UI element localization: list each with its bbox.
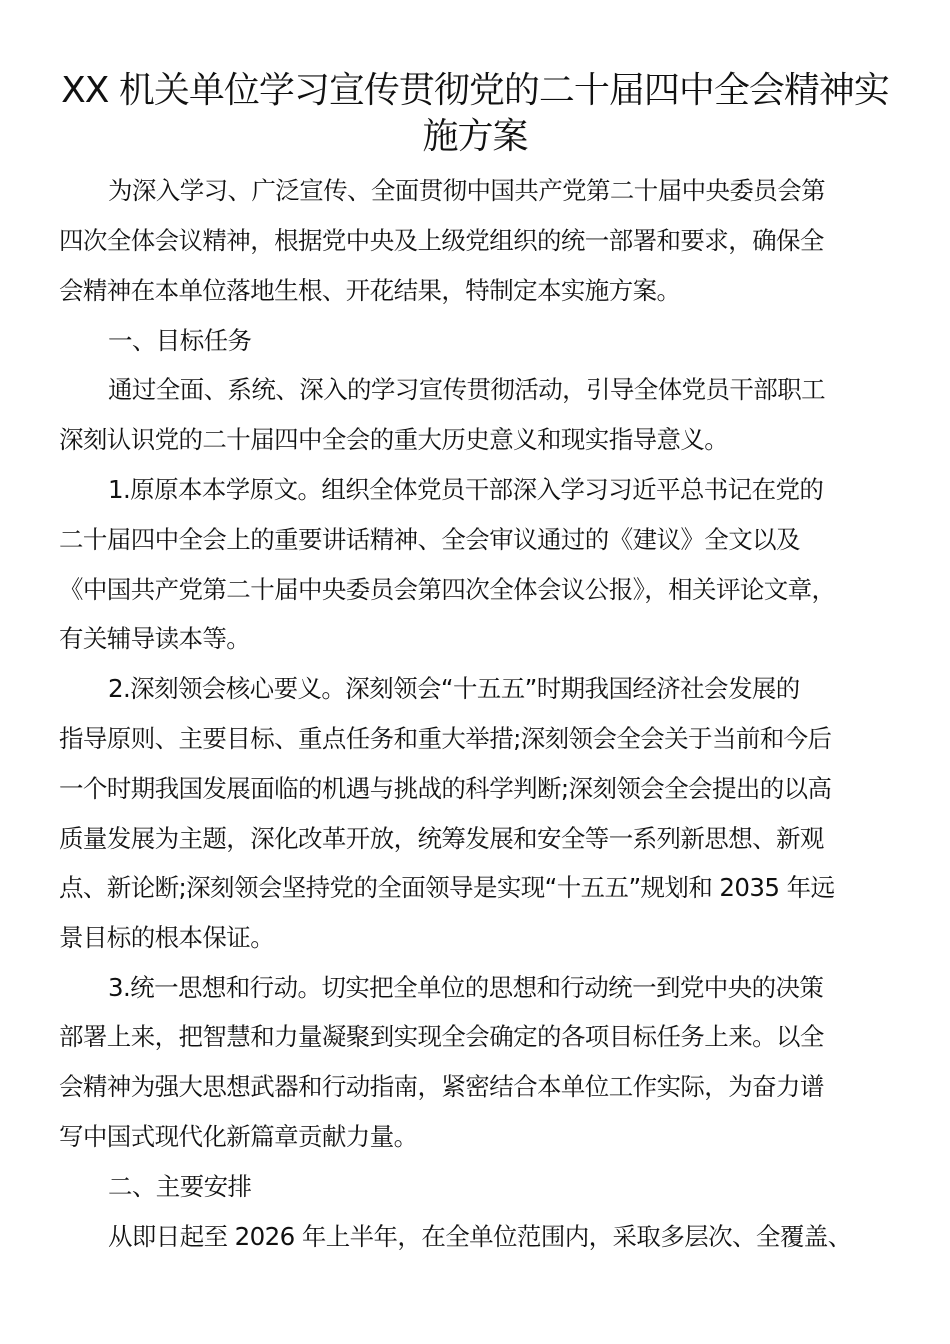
paragraph-line: 从即日起至 2026 年上半年，在全单位范围内，采取多层次、全覆盖、 [108,1222,852,1251]
paragraph-line: 深刻认识党的二十届四中全会的重大历史意义和现实指导意义。 [59,425,729,454]
title-line-2: 施方案 [422,116,528,157]
title-line-1: XX 机关单位学习宣传贯彻党的二十届四中全会精神实 [61,70,889,111]
paragraph-line: 点、新论断;深刻领会坚持党的全面领导是实现“十五五”规划和 2035 年远 [59,873,835,902]
paragraph-line: 通过全面、系统、深入的学习宣传贯彻活动，引导全体党员干部职工 [108,375,825,404]
paragraph-line: 2.深刻领会核心要义。深刻领会“十五五”时期我国经济社会发展的 [108,674,800,703]
section-heading: 二、主要安排 [108,1172,252,1201]
section-heading: 一、目标任务 [108,326,252,355]
paragraph-line: 二十届四中全会上的重要讲话精神、全会审议通过的《建议》全文以及 [59,525,800,554]
paragraph-line: 有关辅导读本等。 [59,624,251,653]
paragraph-line: 一个时期我国发展面临的机遇与挑战的科学判断;深刻领会全会提出的以高 [59,774,832,803]
paragraph-line: 会精神为强大思想武器和行动指南，紧密结合本单位工作实际，为奋力谱 [59,1072,824,1101]
paragraph-line: 为深入学习、广泛宣传、全面贯彻中国共产党第二十届中央委员会第 [108,176,825,205]
paragraph-line: 3.统一思想和行动。切实把全单位的思想和行动统一到党中央的决策 [108,973,824,1002]
paragraph-line: 部署上来，把智慧和力量凝聚到实现全会确定的各项目标任务上来。以全 [59,1022,824,1051]
paragraph-line: 指导原则、主要目标、重点任务和重大举措;深刻领会全会关于当前和今后 [59,724,832,753]
paragraph-line: 质量发展为主题，深化改革开放，统筹发展和安全等一系列新思想、新观 [59,824,824,853]
paragraph-line: 四次全体会议精神，根据党中央及上级党组织的统一部署和要求，确保全 [59,226,824,255]
paragraph-line: 景目标的根本保证。 [59,923,275,952]
paragraph-line: 1.原原本本学原文。组织全体党员干部深入学习习近平总书记在党的 [108,475,824,504]
paragraph-line: 《中国共产党第二十届中央委员会第四次全体会议公报》，相关评论文章， [59,575,836,604]
document-title [40,68,910,160]
paragraph-line: 写中国式现代化新篇章贡献力量。 [59,1122,418,1151]
paragraph-line: 会精神在本单位落地生根、开花结果，特制定本实施方案。 [59,276,681,305]
